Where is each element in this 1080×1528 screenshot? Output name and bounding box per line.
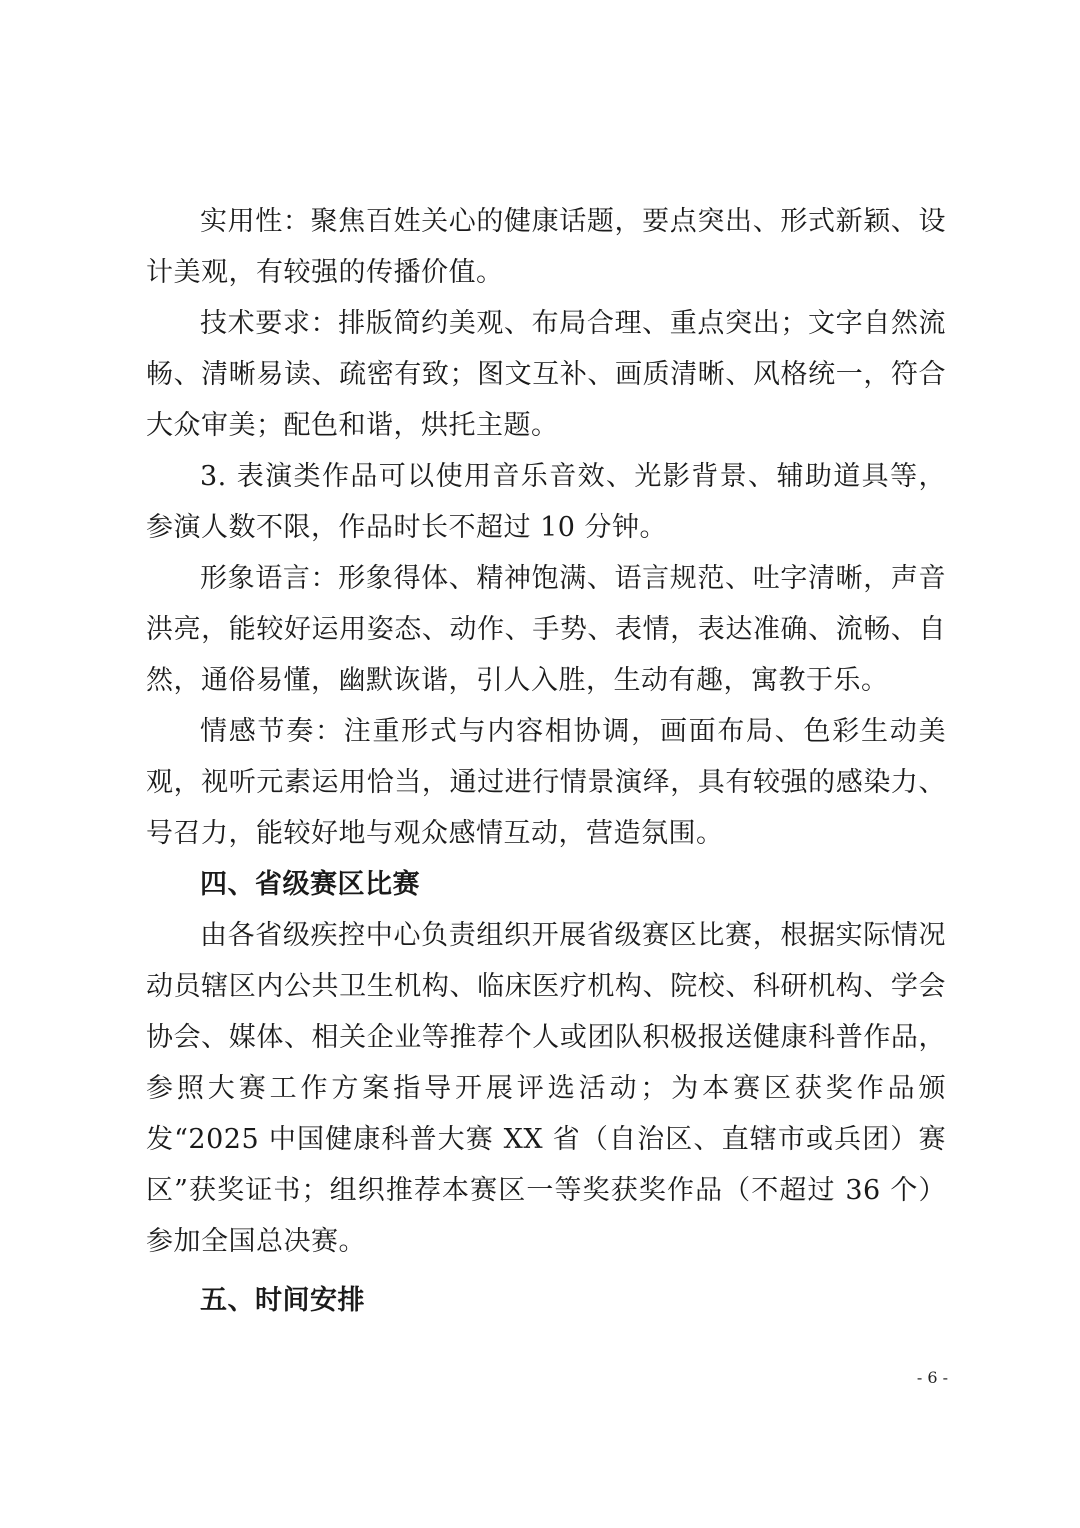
paragraph-performance-works: 3. 表演类作品可以使用音乐音效、光影背景、辅助道具等，参演人数不限，作品时长不超过 10 分钟。 xyxy=(146,461,946,543)
page-number: - 6 - xyxy=(916,1368,948,1387)
paragraph-emotion-rhythm: 情感节奏：注重形式与内容相协调，画面布局、色彩生动美观，视听元素运用恰当，通过进行情景演绎，具有较强的感染力、号召力，能较好地与观众感情互动，营造氛围。 xyxy=(146,716,946,849)
section-heading-provincial: 四、省级赛区比赛 xyxy=(200,869,420,900)
document-body xyxy=(146,196,946,1326)
section-heading-schedule: 五、时间安排 xyxy=(200,1285,365,1316)
paragraph-technical-requirements: 技术要求：排版简约美观、布局合理、重点突出；文字自然流畅、清晰易读、疏密有致；图文互补、画质清晰、风格统一，符合大众审美；配色和谐，烘托主题。 xyxy=(146,308,946,441)
paragraph-practicality: 实用性：聚焦百姓关心的健康话题，要点突出、形式新颖、设计美观，有较强的传播价值。 xyxy=(146,206,946,288)
paragraph-provincial-competition: 由各省级疾控中心负责组织开展省级赛区比赛，根据实际情况动员辖区内公共卫生机构、临床医疗机构、院校、科研机构、学会协会、媒体、相关企业等推荐个人或团队积极报送健康科普作品，参照大赛工作方案指导开展评选活动；为本赛区获奖作品颁发“2025 中国健康科普大赛 XX 省（自治区、直辖市或兵团）赛区”获奖证书；组织推荐本赛区一等奖获奖作品（不超过 36 个）参加全国总决赛。 xyxy=(146,920,946,1257)
paragraph-image-language: 形象语言：形象得体、精神饱满、语言规范、吐字清晰，声音洪亮，能较好运用姿态、动作、手势、表情，表达准确、流畅、自然，通俗易懂，幽默诙谐，引人入胜，生动有趣，寓教于乐。 xyxy=(146,563,946,696)
